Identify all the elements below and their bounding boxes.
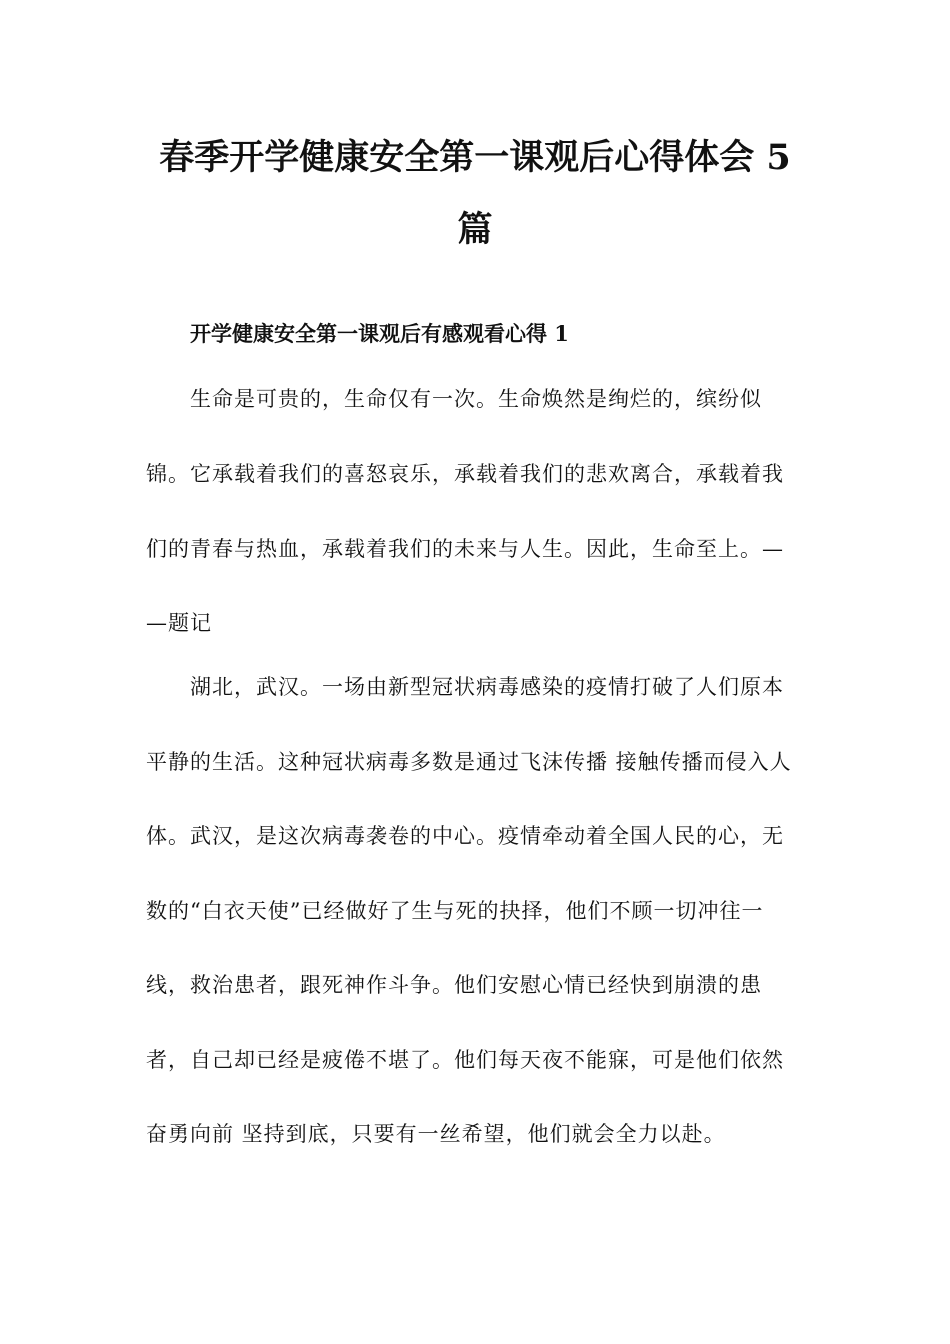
paragraph-2-line-5: 线，救治患者，跟死神作斗争。他们安慰心情已经快到崩溃的患 bbox=[146, 973, 762, 997]
paragraph-1-line-4: —题记 bbox=[146, 611, 212, 635]
section-heading: 开学健康安全第一课观后有感观看心得 1 bbox=[190, 321, 569, 346]
document-title-line-2: 篇 bbox=[457, 209, 493, 250]
paragraph-2-line-1: 湖北，武汉。一场由新型冠状病毒感染的疫情打破了人们原本 bbox=[190, 675, 784, 699]
paragraph-2-line-3: 体。武汉，是这次病毒袭卷的中心。疫情牵动着全国人民的心，无 bbox=[146, 824, 784, 848]
paragraph-2-line-4: 数的“白衣天使”已经做好了生与死的抉择，他们不顾一切冲往一 bbox=[146, 899, 764, 923]
paragraph-1-line-1: 生命是可贵的，生命仅有一次。生命焕然是绚烂的，缤纷似 bbox=[190, 387, 762, 411]
paragraph-2-line-7: 奋勇向前 坚持到底，只要有一丝希望，他们就会全力以赴。 bbox=[146, 1122, 726, 1146]
paragraph-2-line-6: 者，自己却已经是疲倦不堪了。他们每天夜不能寐，可是他们依然 bbox=[146, 1048, 784, 1072]
paragraph-1-line-2: 锦。它承载着我们的喜怒哀乐，承载着我们的悲欢离合，承载着我 bbox=[146, 462, 784, 486]
document-title-line-1: 春季开学健康安全第一课观后心得体会 5 bbox=[159, 137, 791, 178]
paragraph-1-line-3: 们的青春与热血，承载着我们的未来与人生。因此，生命至上。— bbox=[146, 537, 784, 561]
paragraph-2-line-2: 平静的生活。这种冠状病毒多数是通过飞沫传播 接触传播而侵入人 bbox=[146, 750, 792, 774]
